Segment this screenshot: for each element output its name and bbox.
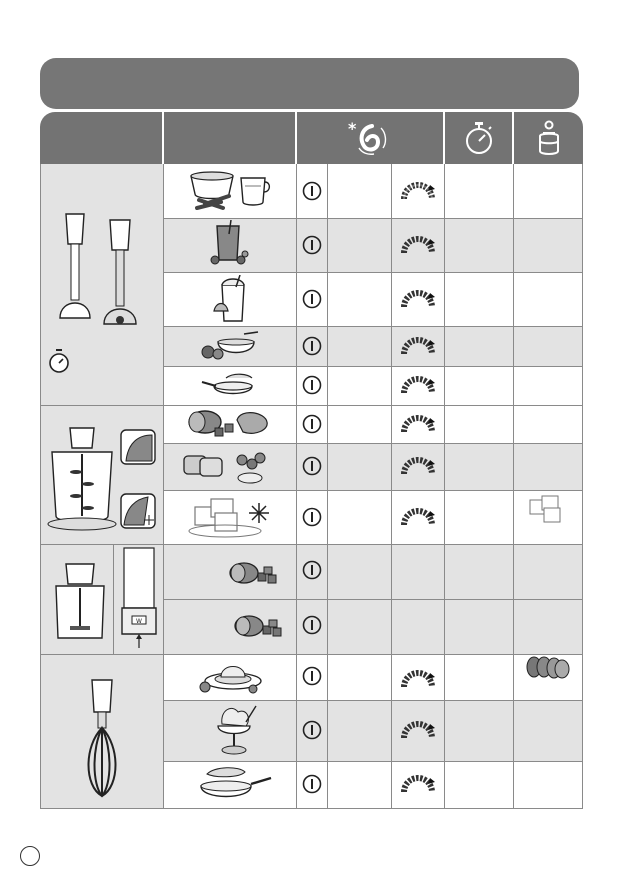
svg-text:W: W xyxy=(136,618,142,625)
svg-text:*: * xyxy=(348,120,357,138)
power-switch-icon xyxy=(302,720,322,740)
speed-arc-icon xyxy=(400,772,436,796)
meat-and-chicken-icon xyxy=(185,408,275,442)
mini-chopper-unit-illustration xyxy=(118,546,160,650)
speed-arc-icon xyxy=(400,454,436,478)
power-switch-icon xyxy=(302,336,322,356)
crepe-batter-pan-icon xyxy=(200,370,268,400)
large-chopper-bowl-illustration xyxy=(46,424,118,534)
chopping-blade-icon xyxy=(120,429,156,465)
table-header xyxy=(40,112,583,164)
meat-pieces-icon xyxy=(233,612,289,642)
ice-cubes-icon xyxy=(185,495,275,539)
usage-table xyxy=(40,112,583,809)
title-bar xyxy=(40,58,579,109)
fruit-puree-bowl-icon xyxy=(200,330,260,362)
bread-and-nuts-icon xyxy=(180,448,275,486)
speed-arc-icon xyxy=(400,718,436,742)
speed-arc-icon xyxy=(400,334,436,358)
speed-arc-icon xyxy=(400,412,436,436)
power-switch-icon xyxy=(302,235,322,255)
eggs-icon xyxy=(524,653,572,681)
cream-dessert-plate-icon xyxy=(195,657,265,697)
power-switch-icon xyxy=(302,414,322,434)
ice-crushing-blade-icon xyxy=(120,493,156,529)
soup-pot-and-jug-icon xyxy=(185,168,275,214)
milkshake-glass-icon xyxy=(210,275,258,325)
ice-cream-cup-icon xyxy=(210,702,262,758)
power-switch-icon xyxy=(302,456,322,476)
power-switch-icon xyxy=(302,507,322,527)
speed-dial-icon xyxy=(346,120,390,160)
stopwatch-icon xyxy=(48,348,70,374)
speed-arc-icon xyxy=(400,505,436,529)
row-bg xyxy=(163,599,583,654)
whisk-illustration xyxy=(80,676,126,800)
meat-pieces-icon xyxy=(228,559,284,589)
page-number-mark xyxy=(20,846,40,866)
speed-arc-icon xyxy=(400,179,436,203)
mini-chopper-illustration xyxy=(50,562,110,644)
speed-arc-icon xyxy=(400,287,436,311)
speed-arc-icon xyxy=(400,233,436,257)
stopwatch-icon xyxy=(464,120,494,156)
power-switch-icon xyxy=(302,560,322,580)
blender-foot-illustration xyxy=(54,210,154,350)
row-bg xyxy=(163,544,583,599)
power-switch-icon xyxy=(302,181,322,201)
power-switch-icon xyxy=(302,615,322,635)
power-switch-icon xyxy=(302,289,322,309)
weight-icon xyxy=(534,120,564,158)
ice-cubes-icon xyxy=(526,492,568,526)
smoothie-glass-icon xyxy=(205,220,255,268)
speed-arc-icon xyxy=(400,667,436,691)
power-switch-icon xyxy=(302,774,322,794)
speed-arc-icon xyxy=(400,373,436,397)
power-switch-icon xyxy=(302,666,322,686)
pancake-pan-icon xyxy=(195,764,275,804)
power-switch-icon xyxy=(302,375,322,395)
